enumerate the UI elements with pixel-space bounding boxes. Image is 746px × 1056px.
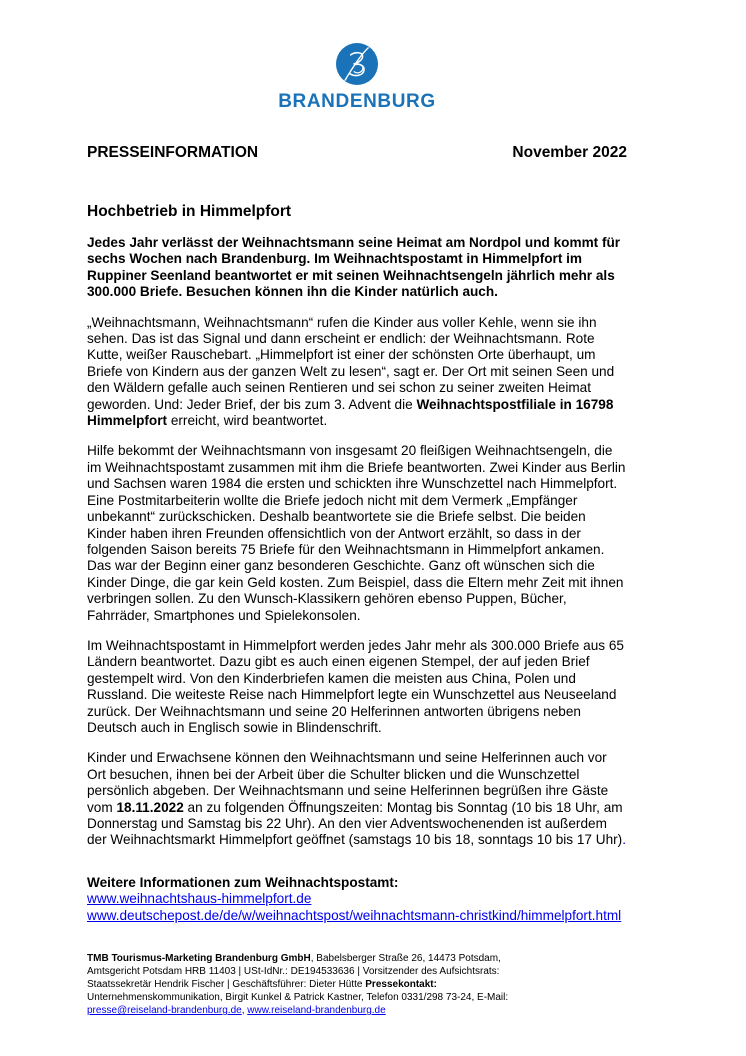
text-run: Weihnachtspostfiliale in 16798 Himmelpfort [87,396,614,429]
text-run: TMB Tourismus-Marketing Brandenburg GmbH [87,953,311,965]
brandenburg-logo [87,43,627,113]
doc-type-label: PRESSEINFORMATION [87,144,259,161]
text-run: Im Weihnachtspostamt in Himmelpfort werden jedes Jahr mehr als 300.000 Briefe aus 65 Ländern beantwortet. Dazu gibt es auch einen eigenen Stempel, der auf jeden Brief gestempelt wird. Von den Kinderbriefen kamen die meisten aus China, Polen und Russland. Die weiteste Reise nach Himmelpfort legte ein Wunschzettel aus Neuseeland zurück. Der Weihnachtsmann und seine 20 Helferinnen antworten übrigens neben Deutsch auch in Englisch sowie in Blindenschrift. [87,637,624,735]
text-run: „Weihnachtsmann, Weihnachtsmann“ rufen die Kinder aus voller Kehle, wenn sie ihn sehen. Das ist das Signal und dann erscheint er endlich: der Weihnachtsmann. Rote Kutte, weißer Rauschebart. „Himmelpfort ist einer der schönsten Orte überhaupt, um Briefe von Kindern aus der ganzen Welt zu lesen“, sagt er. Der Ort mit seinen Seen und den Wäldern gefalle auch seinen Rentieren und sei schon zu seiner zweiten Heimat geworden. Und: Jeder Brief, der bis zum 3. Advent die [87,314,615,412]
text-run: 18.11.2022 [116,799,184,815]
text-run: , Babelsberger Straße 26, 14473 Potsdam, Amtsgericht Potsdam HRB 11403 | USt-IdNr.: DE194533636 | Vorsitzender des Aufsichtsrats: Staatssekretär Hendrik Fischer | Geschäftsführer: Dieter Hütte [87,953,501,991]
text-run: erreicht, wird beantwortet. [167,413,328,429]
article-body [87,315,627,849]
text-run: . [622,832,626,848]
text-run: Unternehmenskommunikation, Birgit Kunkel & Patrick Kastner, Telefon 0331/298 73-24, E-Mail: [87,992,509,1004]
more-info-links [87,891,627,924]
text-run: Hilfe bekommt der Weihnachtsmann von insgesamt 20 fleißigen Weihnachtsengeln, die im Weihnachtspostamt zusammen mit ihm die Briefe beantworten. Zwei Kinder aus Berlin und Sachsen waren 1984 die ersten und schickten ihre Wunschzettel nach Himmelpfort. Eine Postmitarbeiterin wollte die Briefe jedoch nicht mit dem Vermerk „Empfänger unbekannt“ zurückschicken. Deshalb beantwortete sie die Briefe selbst. Die beiden Kinder haben ihren Freunden offensichtlich von der Antwort erzählt, so dass in der folgenden Saison bereits 75 Briefe für den Weihnachtsmann in Himmelpfort ankamen. Das war der Beginn einer ganz besonderen Geschichte. Ganz oft wünschen sich die Kinder Dinge, die gar kein Geld kosten. Zum Beispiel, dass die Eltern mehr Zeit mit ihnen verbringen sollen. Zu den Wunsch-Klassikern gehören ebenso Puppen, Bücher, Fahrräder, Smartphones und Spielekonsolen. [87,443,626,623]
text-run: Pressekontakt: [365,979,437,991]
more-info-link[interactable]: www.deutschepost.de/de/w/weihnachtspost/weihnachtsmann-christkind/himmelpfort.html [87,907,622,923]
press-header [87,144,627,162]
article-paragraph [87,315,627,430]
article-paragraph [87,443,627,623]
brand-wordmark: BRANDENBURG [278,91,436,112]
more-info-heading: Weitere Informationen zum Weihnachtspostamt: [87,874,399,890]
text-run: , [241,1005,248,1017]
article-lead: Jedes Jahr verlässt der Weihnachtsmann seine Heimat am Nordpol und kommt für sechs Wochen nach Brandenburg. Im Weihnachtspostamt in Himmelpfort im Ruppiner Seenland beantwortet er mit seinen Weihnachtsengeln jährlich mehr als 300.000 Briefe. Besuchen können ihn die Kinder natürlich auch. [87,235,621,300]
brandenburg-logo-icon [336,43,378,85]
inline-link[interactable]: presse@reiseland-brandenburg.de [87,1005,242,1017]
more-info-section [87,875,627,924]
text-run: Kinder und Erwachsene können den Weihnachtsmann und seine Helferinnen auch vor Ort besuchen, ihnen bei der Arbeit über die Schulter blicken und die Wunschzettel persönlich abgeben. Der Weihnachtsmann und seine Helferinnen begrüßen ihre Gäste vom [87,750,609,815]
footer-text [87,952,535,1017]
more-info-link[interactable]: www.weihnachtshaus-himmelpfort.de [87,891,312,907]
doc-date: November 2022 [512,144,627,161]
inline-link[interactable]: www.reiseland-brandenburg.de [247,1005,386,1017]
article-title: Hochbetrieb in Himmelpfort [87,203,292,220]
text-run: an zu folgenden Öffnungszeiten: Montag bis Sonntag (10 bis 18 Uhr, am Donnerstag und Samstag bis 22 Uhr). An den vier Adventswochenenden ist außerdem der Weihnachtsmarkt Himmelpfort geöffnet (samstags 10 bis 18, sonntags 10 bis 17 Uhr) [87,799,623,848]
article-paragraph [87,638,627,736]
article-paragraph [87,750,627,848]
